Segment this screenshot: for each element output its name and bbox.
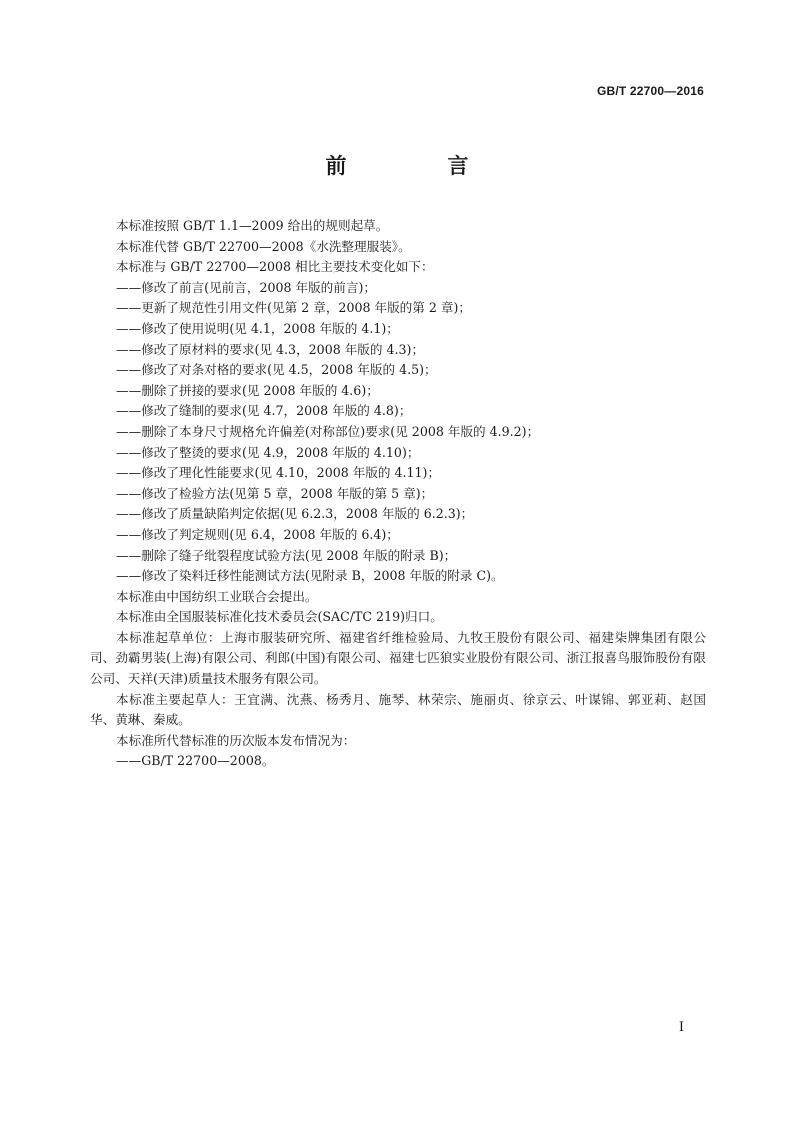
change-item: ——修改了质量缺陷判定依据(见 6.2.3，2008 年版的 6.2.3)； [116, 506, 474, 522]
paragraph: 本标准与 GB/T 22700—2008 相比主要技术变化如下： [116, 259, 434, 275]
change-item: ——GB/T 22700—2008。 [116, 753, 275, 769]
change-item: ——删除了本身尺寸规格允许偏差(对称部位)要求(见 2008 年版的 4.9.2)； [116, 423, 540, 439]
change-item: ——更新了规范性引用文件(见第 2 章，2008 年版的第 2 章)； [116, 300, 471, 316]
foreword-body [90, 216, 706, 772]
drafting-units-paragraph: 本标准起草单位：上海市服装研究所、福建省纤维检验局、九牧王股份有限公司、福建柒牌集团有限公司、劲霸男装(上海)有限公司、利郎(中国)有限公司、福建七匹狼实业股份有限公司、浙江报喜鸟服饰股份有限公司、天祥(天津)质量技术服务有限公司。 [90, 629, 706, 687]
change-item: ——修改了前言(见前言，2008 年版的前言)； [116, 279, 376, 295]
change-item: ——删除了缝子纰裂程度试验方法(见 2008 年版的附录 B)； [116, 547, 457, 563]
paragraph: 本标准所代替标准的历次版本发布情况为： [116, 732, 356, 748]
change-item: ——删除了拼接的要求(见 2008 年版的 4.6)； [116, 382, 379, 398]
standard-code: GB/T 22700—2016 [596, 84, 704, 98]
page-number: I [678, 1020, 684, 1035]
paragraph: 本标准由中国纺织工业联合会提出。 [116, 588, 318, 604]
drafters-paragraph: 本标准主要起草人：王宜满、沈燕、杨秀月、施琴、林荣宗、施丽贞、徐京云、叶谋锦、郭亚莉、赵国华、黄琳、秦威。 [90, 691, 706, 728]
change-item: ——修改了对条对格的要求(见 4.5，2008 年版的 4.5)； [116, 362, 437, 378]
change-item: ——修改了染料迁移性能测试方法(见附录 B，2008 年版的附录 C)。 [116, 568, 504, 584]
change-item: ——修改了理化性能要求(见 4.10，2008 年版的 4.11)； [116, 465, 441, 481]
paragraph: 本标准由全国服装标准化技术委员会(SAC/TC 219)归口。 [116, 609, 443, 625]
page-title: 前 言 [325, 154, 509, 178]
paragraph: 本标准按照 GB/T 1.1—2009 给出的规则起草。 [116, 218, 389, 233]
change-item: ——修改了检验方法(见第 5 章，2008 年版的第 5 章)； [116, 485, 434, 501]
paragraph: 本标准代替 GB/T 22700—2008《水洗整理服装》。 [116, 238, 411, 254]
change-item: ——修改了原材料的要求(见 4.3，2008 年版的 4.3)； [116, 341, 425, 357]
change-item: ——修改了整烫的要求(见 4.9，2008 年版的 4.10)； [116, 444, 420, 460]
change-item: ——修改了缝制的要求(见 4.7，2008 年版的 4.8)； [116, 403, 412, 419]
change-item: ——修改了使用说明(见 4.1，2008 年版的 4.1)； [116, 320, 399, 336]
change-item: ——修改了判定规则(见 6.4，2008 年版的 6.4)； [116, 526, 399, 542]
